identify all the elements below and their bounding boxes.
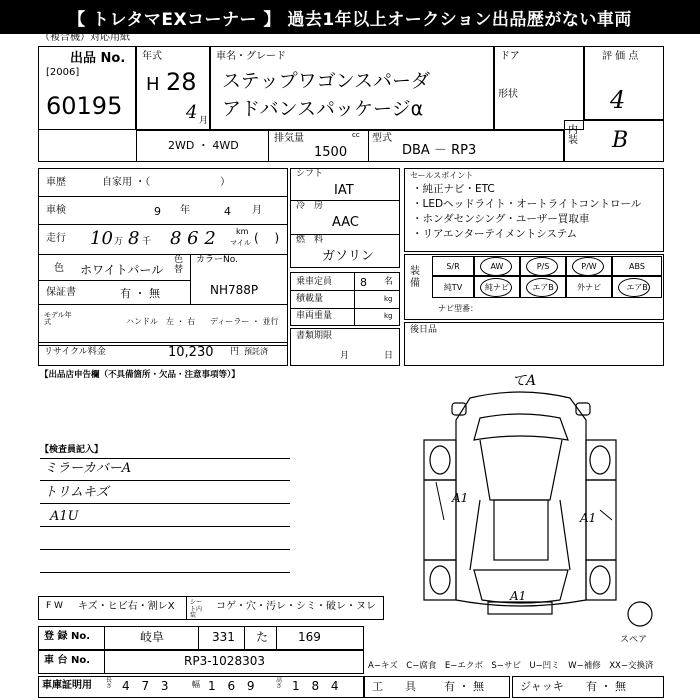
fuel-label: 燃 料	[296, 235, 324, 245]
chassis-value: RP3-1028303	[184, 654, 265, 668]
spare-tire	[628, 602, 652, 626]
color-no: NH788P	[210, 283, 259, 297]
sales-point-item: ・リアエンターテイメントシステム	[412, 228, 578, 240]
model-label: 型式	[372, 133, 392, 144]
inspection-month-unit: 月	[252, 205, 262, 216]
mileage-sen-unit: 千	[142, 237, 152, 247]
cert-width: 1 6 9	[208, 679, 259, 693]
equip-ext-navi: 外ナビ	[566, 276, 612, 298]
wheel	[430, 446, 450, 474]
shift-label: シフト	[296, 169, 324, 179]
diagram-mark: A1	[452, 491, 469, 505]
inspection-year: 9	[154, 205, 161, 218]
displacement-unit: cc	[352, 131, 360, 139]
equip-aw: AW	[474, 256, 520, 276]
diagram-mark: A1	[510, 589, 527, 603]
year-label: 年式	[142, 51, 162, 62]
shift-value: IAT	[334, 183, 354, 198]
mileage-sen: 8	[128, 228, 140, 249]
color-label: 色	[54, 263, 64, 274]
roof	[494, 500, 548, 560]
wheel	[590, 566, 610, 594]
sales-point-item: ・純正ナビ・ETC	[412, 183, 495, 195]
interior-label: 内装	[568, 125, 578, 146]
equip-pw: P/W	[566, 256, 612, 276]
warranty-label: 保証書	[46, 287, 76, 298]
recycle-label: リサイクル料金	[44, 347, 106, 357]
handle-value: ハンドル 左 ・ 右	[126, 317, 196, 326]
displacement-value: 1500	[314, 145, 348, 160]
score-value: 4	[610, 86, 626, 114]
divider	[104, 650, 105, 674]
year-era: H	[146, 74, 160, 95]
windshield	[474, 414, 568, 440]
sales-point-item: ・LEDヘッドライト・オートライトコントロール	[412, 198, 642, 210]
registration-label: 登 録 No.	[44, 631, 91, 642]
sub-banner: （複合機）対応用紙	[40, 32, 130, 43]
mileage-man: 10	[90, 228, 113, 249]
lot-label: 出品 No.	[70, 51, 126, 66]
mileage-paren: ( )	[254, 231, 280, 245]
post-fit-label: 後日品	[410, 325, 438, 335]
capacity-label: 乗車定員	[296, 277, 333, 287]
mileage-mile-unit: マイル	[230, 239, 251, 247]
tools-value: 有 ・ 無	[444, 680, 484, 693]
page-banner: 【 トレタマEXコーナー 】 過去1年以上オークション出品歴がない車両	[0, 0, 700, 34]
interior-value: B	[612, 128, 629, 153]
inspection-year-unit: 年	[180, 205, 190, 216]
name-line1: ステップワゴンスパーダ	[222, 70, 431, 92]
drive-type: 2WD ・ 4WD	[168, 139, 239, 152]
cert-width-label: 幅	[192, 680, 200, 689]
divider	[104, 626, 105, 650]
color-no-label: カラーNo.	[196, 255, 238, 265]
cabin-front	[480, 440, 562, 500]
name-line2: アドバンスパッケージα	[222, 98, 424, 120]
registration-kana: た	[256, 630, 269, 644]
cert-long-label: 長さ	[106, 677, 113, 690]
registration-class: 331	[212, 630, 235, 644]
divider	[186, 596, 187, 620]
seat-items: コゲ・穴・汚レ・シミ・破レ・ヌレ	[216, 601, 376, 612]
diagram-mark: てA	[512, 373, 537, 389]
lot-tag: [2006]	[46, 67, 80, 78]
ac-value: AAC	[332, 215, 359, 230]
ac-label: 冷 房	[296, 201, 324, 211]
equip-navi: 純ナビ	[474, 276, 520, 298]
chassis-label: 車 台 No.	[44, 655, 91, 666]
weight-label: 車両重量	[296, 311, 333, 321]
inspector-label: 【検査員記入】	[40, 445, 104, 455]
warranty-value: 有 ・ 無	[120, 287, 160, 300]
door-label: ドア	[500, 51, 520, 62]
sales-point-item: ・ホンダセンシング・ユーザー買取車	[412, 213, 590, 225]
equip-sr: S/R	[432, 256, 474, 276]
dealer-value: ディーラー ・ 並行	[210, 317, 279, 326]
fuel-value: ガソリン	[322, 249, 375, 264]
divider	[276, 626, 277, 650]
divider	[244, 626, 245, 650]
cert-label: 車庫証明用	[42, 680, 92, 691]
inspection-label: 車検	[46, 205, 66, 216]
equipment-label: 装備	[410, 266, 420, 289]
declared-label: 【出品店申告欄（不具備箇所・欠品・注意事項等）】	[40, 370, 240, 380]
recycle-unit: 円	[230, 347, 240, 357]
mirror-left	[452, 403, 466, 415]
cert-long: 4 7 3	[122, 679, 173, 693]
equip-airbag: エアB	[520, 276, 566, 298]
history-label: 車歴	[46, 177, 66, 188]
score-label: 評 価 点	[602, 51, 639, 62]
inspector-note: ミラーカバーA	[44, 461, 132, 476]
capacity-unit: 名	[384, 277, 394, 287]
mileage-rest: 8 6 2	[170, 228, 216, 249]
weight-unit: kg	[384, 312, 393, 320]
equip-abs: ABS	[612, 256, 662, 276]
lot-number: 60195	[46, 92, 123, 120]
fw-label: F W	[46, 601, 63, 611]
load-label: 積載量	[296, 294, 324, 304]
rear-bumper	[488, 602, 552, 614]
cert-height-label: 高さ	[276, 677, 283, 690]
equip-airbag-2: エアB	[612, 276, 662, 298]
fw-items: キズ・ヒビ右・割レX	[78, 601, 175, 612]
year-month: 4	[186, 102, 198, 123]
equip-ps: P/S	[520, 256, 566, 276]
registration-number: 169	[298, 630, 321, 644]
color-value: ホワイトパール	[80, 263, 164, 277]
year-month-unit: 月	[199, 116, 209, 126]
model-year-label: モデル年式	[44, 311, 72, 326]
recycle-note: 預託済	[244, 347, 268, 356]
mileage-km-unit: km	[236, 227, 249, 236]
registration-place: 岐阜	[140, 630, 165, 644]
inspector-note: トリムキズ	[44, 485, 109, 500]
displacement-label: 排気量	[274, 133, 304, 144]
name-label: 車名・グレード	[216, 51, 286, 62]
seat-label: シート内装	[190, 599, 203, 620]
year-value: 28	[166, 68, 197, 96]
divider	[198, 626, 199, 650]
load-unit: kg	[384, 295, 393, 303]
diagram-mark: A1	[580, 511, 597, 525]
sales-points-label: セールスポイント	[410, 171, 474, 180]
mileage-man-unit: 万	[114, 237, 124, 247]
period-day-unit: 日	[384, 351, 394, 361]
spare-label: スペア	[620, 635, 648, 645]
period-month-unit: 月	[340, 351, 350, 361]
model-value: DBA － RP3	[402, 143, 477, 158]
color-change-label: 色替	[174, 255, 184, 275]
damage-legend: A−キズ C−腐食 E−エクボ S−サビ U−凹ミ W−補修 XX−交換済	[368, 661, 654, 671]
navi-model-label: ナビ型番：	[438, 304, 478, 313]
wheel	[430, 566, 450, 594]
inspector-note: A1U	[50, 509, 79, 524]
wheel	[590, 446, 610, 474]
jack-value: 有 ・ 無	[586, 680, 626, 693]
jack-label: ジャッキ	[520, 680, 564, 693]
period-label: 書類期限	[296, 331, 333, 341]
cert-height: 1 8 4	[292, 679, 343, 693]
capacity-value: 8	[360, 276, 367, 289]
inspection-month: 4	[224, 205, 231, 218]
recycle-value: 10,230	[168, 345, 214, 360]
tools-label: 工 具	[372, 680, 416, 693]
mileage-label: 走行	[46, 233, 66, 244]
equip-tv: 純TV	[432, 276, 474, 298]
history-value: 自家用 ・（ ）	[102, 177, 231, 188]
shape-label: 形状	[498, 89, 518, 100]
